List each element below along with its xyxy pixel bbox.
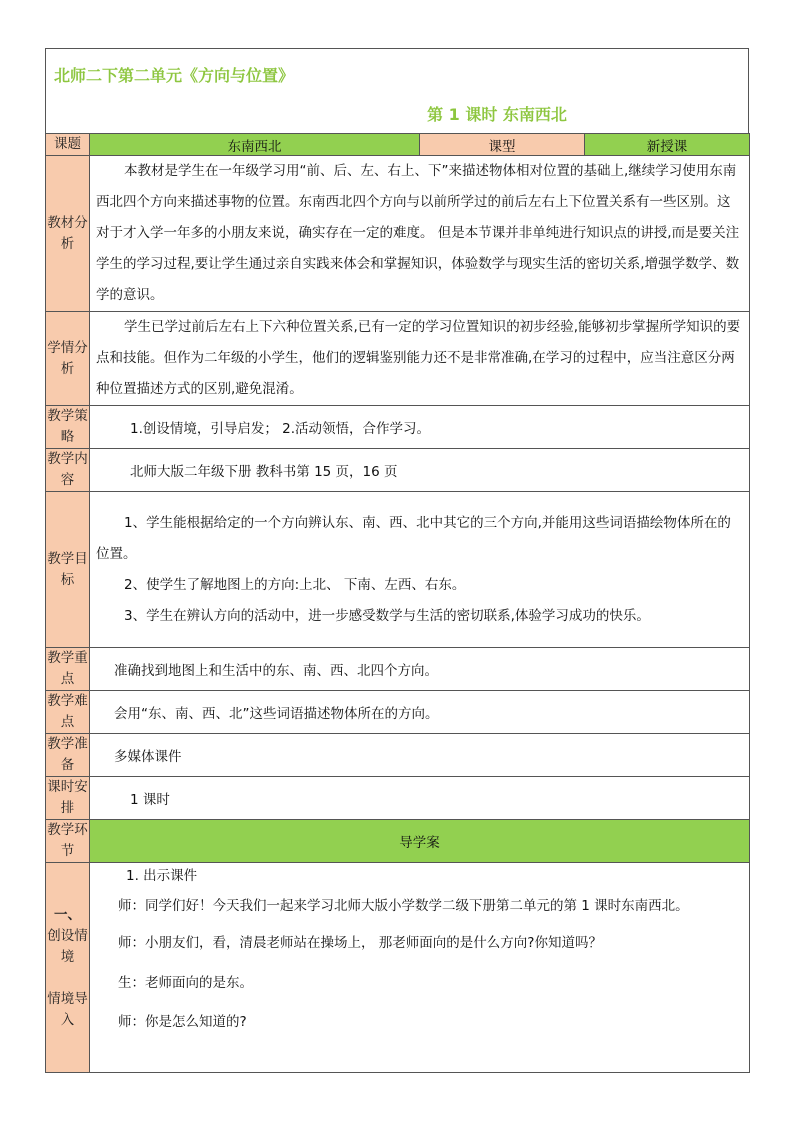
lesson-title: 第 1 课时 东南西北 xyxy=(427,105,567,124)
students-label: 学情分析 xyxy=(46,312,90,406)
topic-label: 课题 xyxy=(46,134,90,156)
difficulty-label: 教学难点 xyxy=(46,691,90,734)
students-text: 学生已学过前后左右上下六种位置关系,已有一定的学习位置知识的初步经验,能够初步掌握所学知识的要点和技能。但作为二年级的小学生，他们的逻辑鉴别能力还不是非常准确,在学习的过程中，应当注意区分两种位置描述方式的区别,避免混淆。 xyxy=(96,319,741,397)
goal-item-2: 2、使学生了解地图上的方向:上北、 下南、左西、右东。 xyxy=(124,576,466,593)
topic-value: 东南西北 xyxy=(90,134,420,156)
material-text: 本教材是学生在一年级学习用“前、后、左、右上、下”来描述物体相对位置的基础上,继续学习使用东南西北四个方向来描述事物的位置。东南西北四个方向与以前所学过的前后左右上下位置关系有一些区别。这对于才入学一年多的小朋友来说，确实存在一定的难度。 但是本节课并非单纯进行知识点的讲授,而是要关注学生的学习过程,要让学生通过亲自实践来体会和掌握知识，体验数学与现实生活的密切关系,增强学数学、数学的意识。 xyxy=(96,163,740,303)
type-value: 新授课 xyxy=(585,134,750,156)
strategy-row xyxy=(46,406,750,449)
section1-row xyxy=(46,863,750,1073)
section1-label-a: 创设情境 xyxy=(47,927,88,965)
goal-item-1: 1、学生能根据给定的一个方向辨认东、南、西、北中其它的三个方向,并能用这些词语描绘物体所在的位置。 xyxy=(96,514,731,562)
title-block xyxy=(45,48,749,133)
section1-label-b: 情境导入 xyxy=(47,990,88,1028)
key-point-label: 教学重点 xyxy=(46,648,90,691)
section1-label xyxy=(46,863,90,1073)
content-row xyxy=(46,449,750,492)
lesson-plan-page xyxy=(45,48,749,1073)
section1-line-3: 师：小朋友们，看，清晨老师站在操场上， 那老师面向的是什么方向?你知道吗？ xyxy=(118,935,602,951)
difficulty-row xyxy=(46,691,750,734)
section1-num: 一、 xyxy=(54,906,81,923)
section1-line-1: 1. 出示课件 xyxy=(126,868,198,884)
strategy-text: 1.创设情境，引导启发； 2.活动领悟，合作学习。 xyxy=(130,421,431,437)
lesson-plan-table xyxy=(45,133,750,1073)
phase-title: 导学案 xyxy=(90,820,750,863)
prep-text: 多媒体课件 xyxy=(114,749,182,765)
unit-title: 北师二下第二单元《方向与位置》 xyxy=(54,66,295,85)
info-row xyxy=(46,134,750,156)
type-label: 课型 xyxy=(420,134,585,156)
hours-row xyxy=(46,777,750,820)
key-point-text: 准确找到地图上和生活中的东、南、西、北四个方向。 xyxy=(114,663,438,679)
key-point-row xyxy=(46,648,750,691)
content-text: 北师大版二年级下册 教科书第 15 页，16 页 xyxy=(130,464,398,480)
goals-label: 教学目标 xyxy=(46,492,90,648)
students-row xyxy=(46,312,750,406)
strategy-label: 教学策略 xyxy=(46,406,90,449)
goal-item-3: 3、学生在辨认方向的活动中，进一步感受数学与生活的密切联系,体验学习成功的快乐。 xyxy=(124,607,650,624)
material-label: 教材分析 xyxy=(46,156,90,312)
phase-row xyxy=(46,820,750,863)
prep-row xyxy=(46,734,750,777)
prep-label: 教学准备 xyxy=(46,734,90,777)
content-label: 教学内容 xyxy=(46,449,90,492)
hours-label: 课时安排 xyxy=(46,777,90,820)
material-row xyxy=(46,156,750,312)
goals-row xyxy=(46,492,750,648)
difficulty-text: 会用“东、南、西、北”这些词语描述物体所在的方向。 xyxy=(114,706,439,722)
section1-line-5: 师：你是怎么知道的? xyxy=(118,1014,247,1030)
hours-text: 1 课时 xyxy=(130,792,170,808)
section1-line-4: 生：老师面向的是东。 xyxy=(118,975,253,991)
phase-label: 教学环节 xyxy=(46,820,90,863)
section1-line-2: 师：同学们好！今天我们一起来学习北师大版小学数学二级下册第二单元的第 1 课时东南西北。 xyxy=(118,898,689,914)
